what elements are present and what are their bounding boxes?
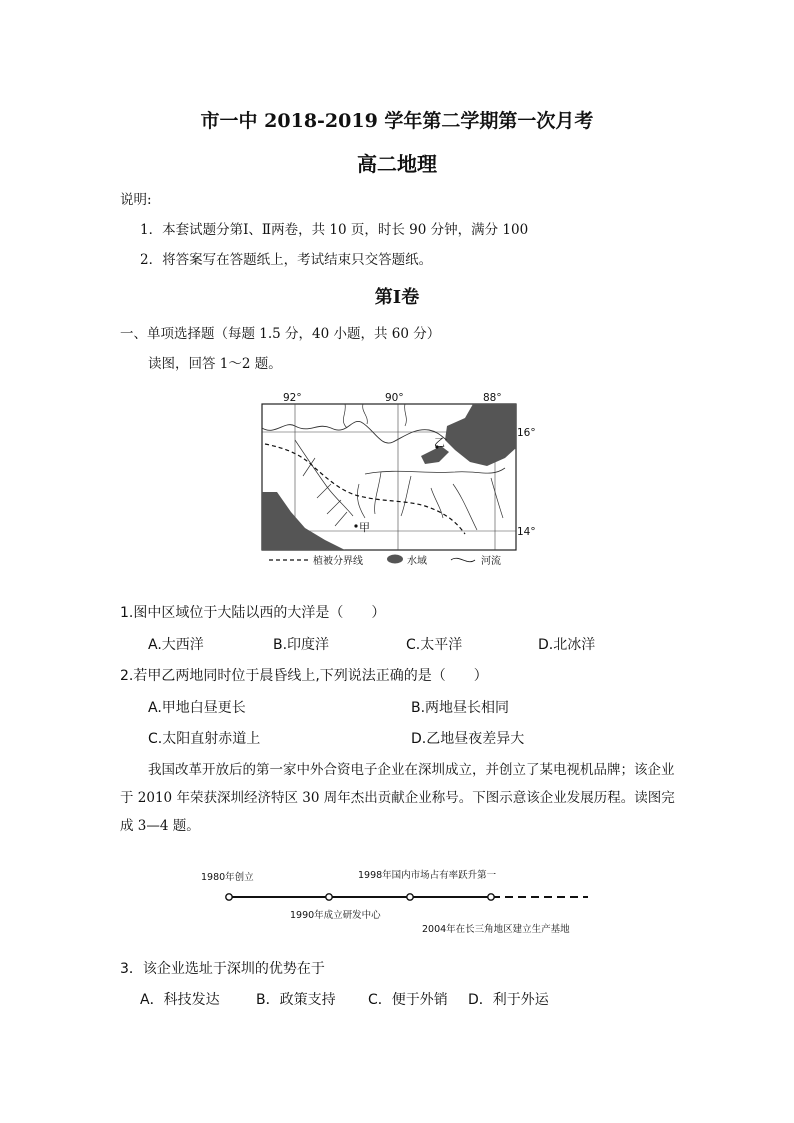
legend-river-line bbox=[451, 558, 475, 561]
water-northeast bbox=[445, 404, 516, 466]
instruction-item-2: 2．将答案写在答题纸上，考试结束只交答题纸。 bbox=[140, 252, 433, 268]
timeline-event-1980: 1980年创立 bbox=[201, 872, 254, 883]
place-label-jia: 甲 bbox=[359, 521, 370, 534]
question-3-option-b: B．政策支持 bbox=[256, 992, 336, 1008]
rivers bbox=[295, 440, 411, 526]
subject-title: 高二地理 bbox=[357, 152, 437, 176]
timeline-node-1990 bbox=[326, 894, 332, 900]
rivers-east bbox=[431, 478, 503, 530]
question-2-option-b: B.两地昼长相同 bbox=[411, 700, 510, 716]
question-3-option-a: A．科技发达 bbox=[140, 992, 220, 1008]
exam-title: 市一中 2018-2019 学年第二学期第一次月考 bbox=[200, 110, 594, 132]
timeline-node-1980 bbox=[226, 894, 232, 900]
section-intro: 读图，回答 1～2 题。 bbox=[148, 356, 282, 372]
lon-label-88: 88° bbox=[483, 392, 502, 404]
section-heading: 一、单项选择题（每题 1.5 分，40 小题，共 60 分） bbox=[120, 326, 441, 342]
lat-label-16: 16° bbox=[517, 427, 536, 439]
legend-water-swatch bbox=[387, 555, 403, 564]
legend-water: 水域 bbox=[407, 556, 427, 567]
river-north bbox=[343, 404, 406, 428]
question-1-option-c: C.太平洋 bbox=[406, 637, 463, 653]
question-3-option-c: C．便于外销 bbox=[368, 992, 448, 1008]
question-3-stem: 3．该企业选址于深圳的优势在于 bbox=[120, 961, 325, 977]
question-3-option-d: D．利于外运 bbox=[468, 992, 549, 1008]
section-title: 第Ⅰ卷 bbox=[374, 287, 420, 308]
timeline-node-2004 bbox=[488, 894, 494, 900]
legend-river: 河流 bbox=[481, 556, 501, 567]
timeline-node-1998 bbox=[407, 894, 413, 900]
question-1-option-a: A.大西洋 bbox=[148, 637, 204, 653]
place-label-yi: 乙 bbox=[434, 436, 445, 449]
timeline-figure bbox=[196, 862, 596, 940]
instruction-item-1: 1．本套试题分第Ⅰ、Ⅱ两卷，共 10 页，时长 90 分钟，满分 100 bbox=[140, 222, 529, 238]
timeline-event-1990: 1990年成立研发中心 bbox=[290, 910, 381, 921]
question-2-option-d: D.乙地昼夜差异大 bbox=[411, 731, 525, 747]
passage: 我国改革开放后的第一家中外合资电子企业在深圳成立，并创立了某电视机品牌；该企业于 2010 年荣获深圳经济特区 30 周年杰出贡献企业称号。下图示意该企业发展历程。读图完成 3—4 题。 bbox=[120, 762, 675, 834]
legend-vegetation: 植被分界线 bbox=[313, 556, 363, 567]
question-2-option-a: A.甲地白昼更长 bbox=[148, 700, 246, 716]
lon-label-90: 90° bbox=[385, 392, 404, 404]
question-1-stem: 1.图中区域位于大陆以西的大洋是（ ） bbox=[120, 605, 386, 621]
question-2-stem: 2.若甲乙两地同时位于晨昏线上,下列说法正确的是（ ） bbox=[120, 668, 488, 684]
map-figure bbox=[255, 388, 545, 568]
river-main bbox=[365, 468, 505, 474]
point-jia bbox=[354, 524, 357, 527]
water-southwest bbox=[262, 492, 345, 550]
question-1-option-b: B.印度洋 bbox=[273, 637, 330, 653]
lat-label-14: 14° bbox=[517, 526, 536, 538]
timeline-event-1998: 1998年国内市场占有率跃升第一 bbox=[358, 870, 497, 881]
lon-label-92: 92° bbox=[283, 392, 302, 404]
timeline-event-2004: 2004年在长三角地区建立生产基地 bbox=[422, 924, 570, 935]
question-1-option-d: D.北冰洋 bbox=[538, 637, 596, 653]
instructions-label: 说明: bbox=[120, 192, 152, 208]
question-2-option-c: C.太阳直射赤道上 bbox=[148, 731, 261, 747]
